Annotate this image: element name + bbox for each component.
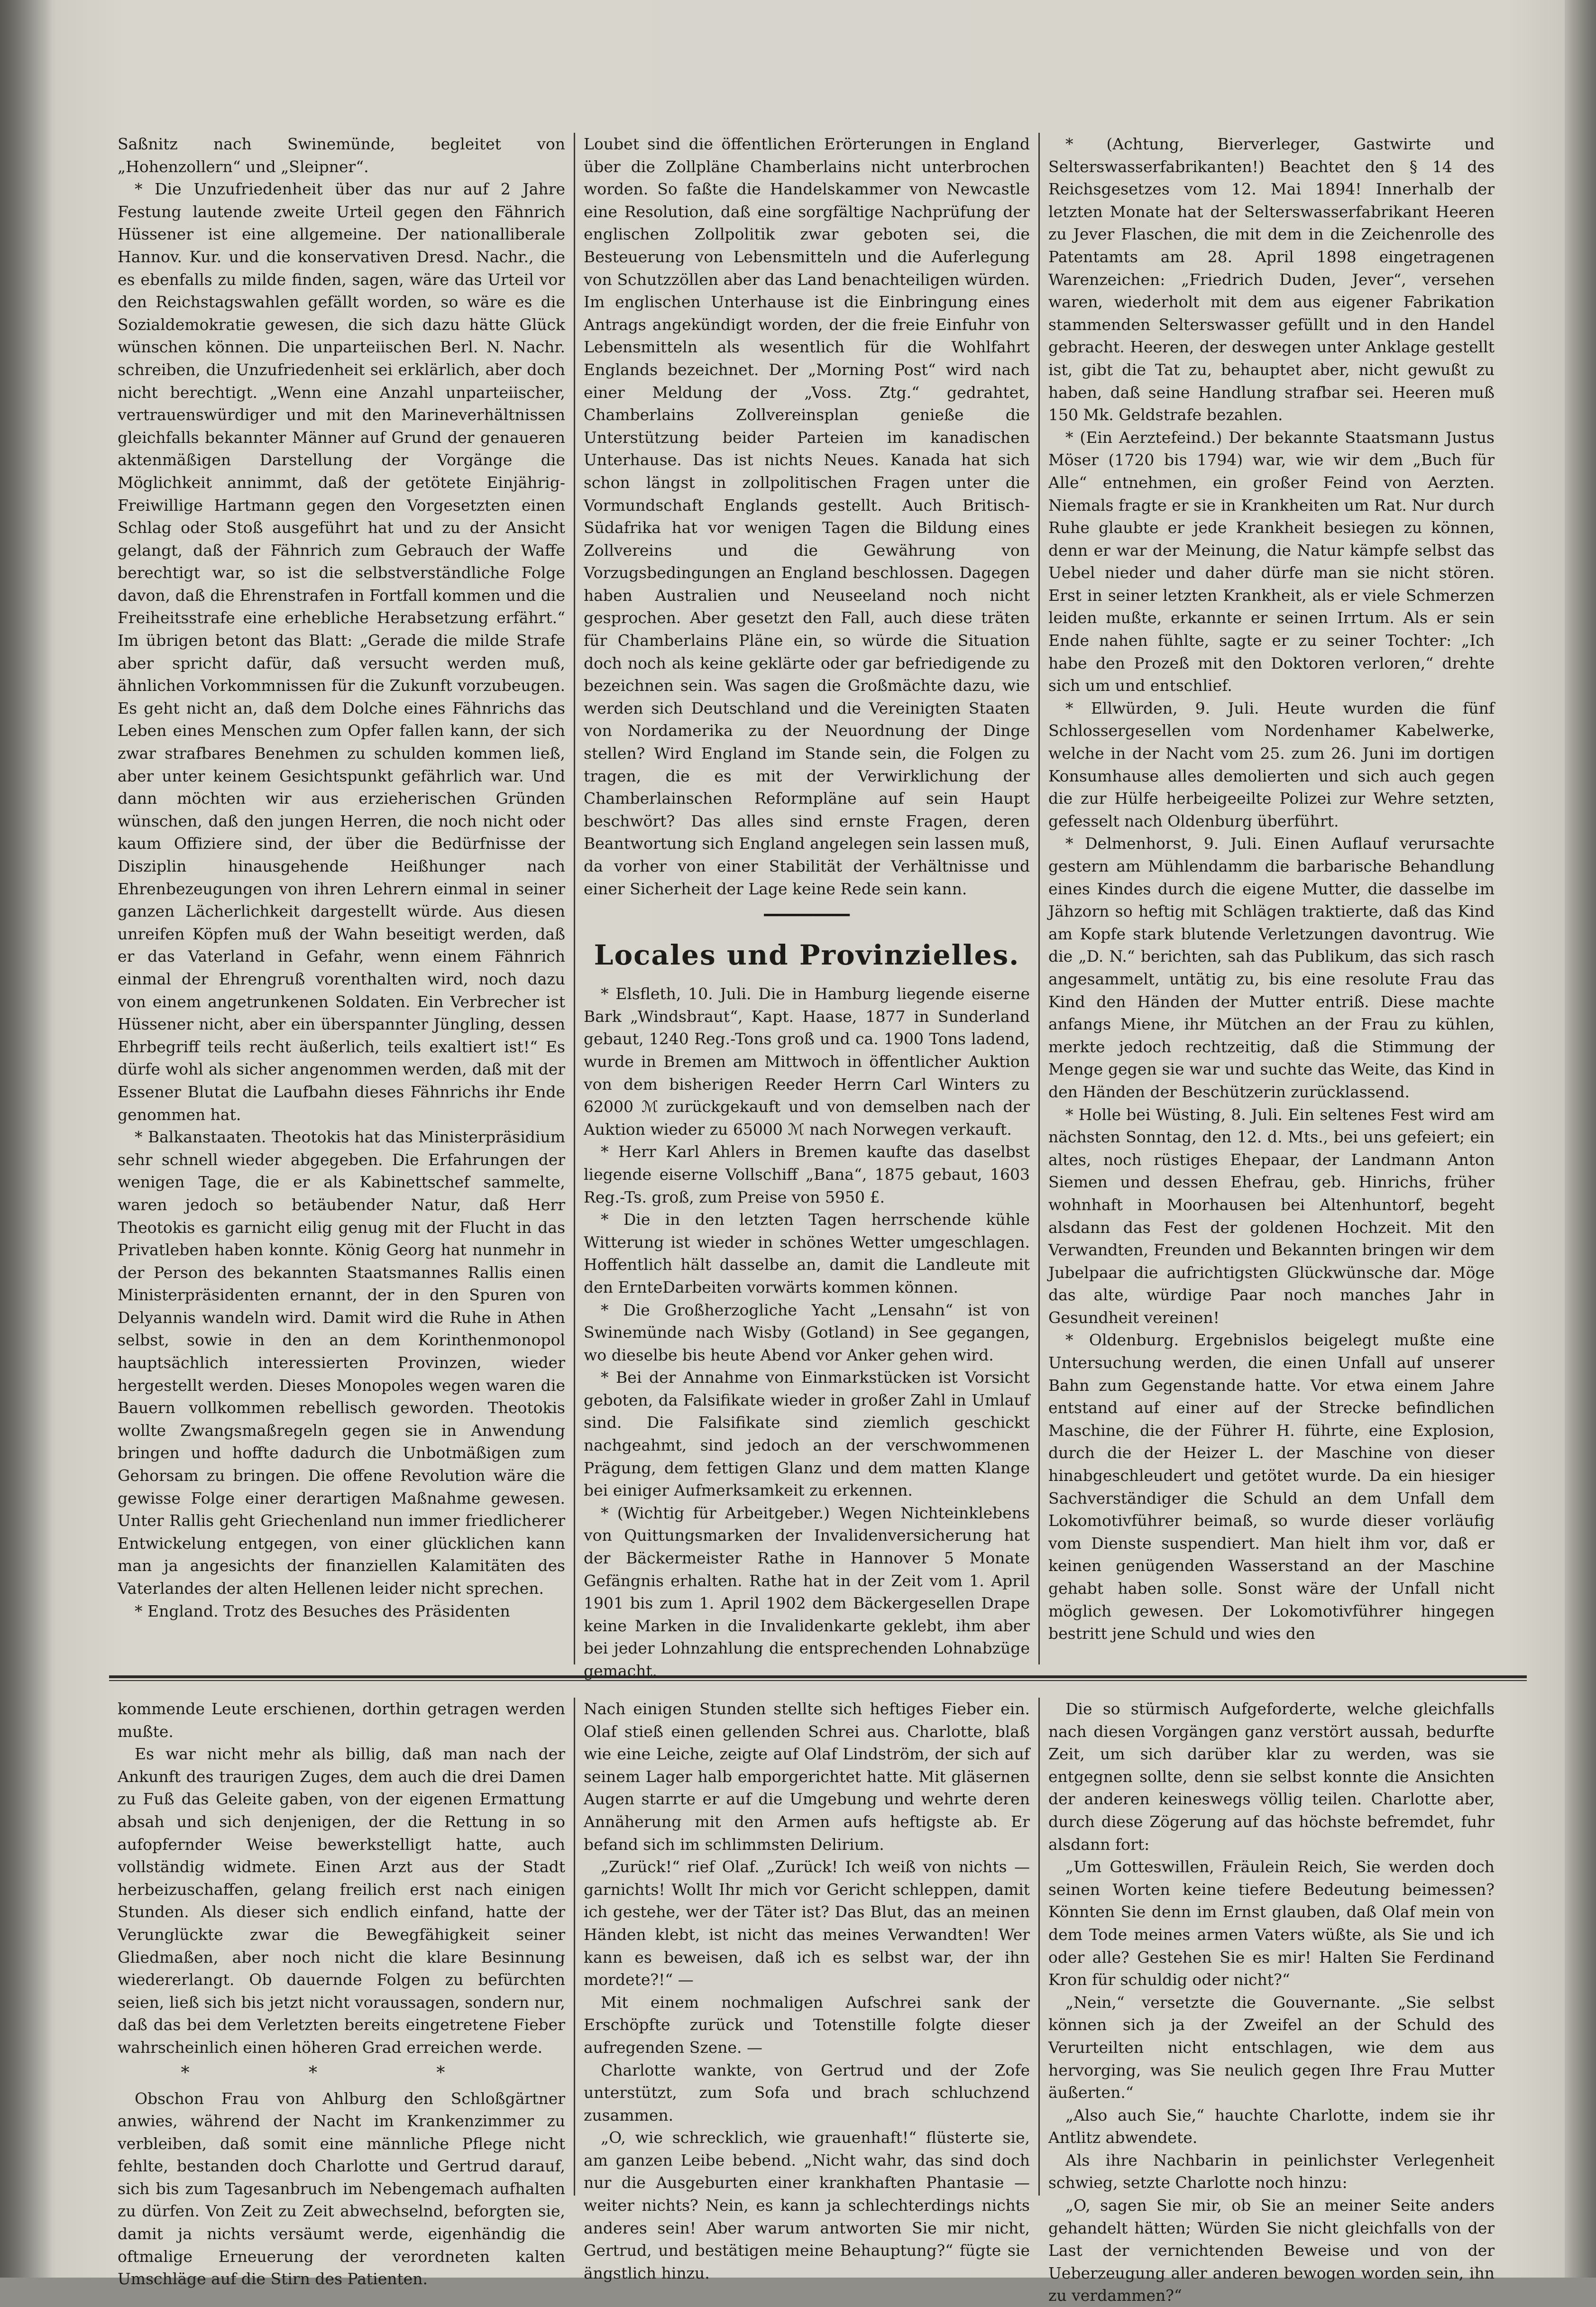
paragraph: * Die Unzufriedenheit über das nur auf 2 Jahre Festung lautende zweite Urteil gegen den Fähnrich Hüssener ist eine allgemeine. Der nationalliberale Hannov. Kur. und die konservativen Dresd. Nachr., die es ebenfalls zu milde finden, sagen, wäre das Urteil vor den Reichstagswahlen gefällt worden, so wäre es die Sozialdemokratie gewesen, die sich dazu hätte Glück wünschen können. Die unparteiischen Berl. N. Nachr. schreiben, die Unzufriedenheit sei erklärlich, aber doch nicht berechtigt. „Wenn eine Anzahl unparteiischer, vertrauenswürdiger und mit den Marineverhältnissen gleichfalls bekannter Männer auf Grund der genaueren aktenmäßigen Darstellung der Vorgänge die Möglichkeit annimmt, daß der getötete Einjährig-Freiwillige Hartmann gegen den Vorgesetzten einen Schlag oder Stoß ausgeführt hat und zu der Ansicht gelangt, daß der Fähnrich zum Gebrauch der Waffe berechtigt war, so ist die selbstverständliche Folge davon, daß die Ehrenstrafen in Fortfall kommen und die Freiheitsstrafe eine erhebliche Herabsetzung erfährt.“ Im übrigen betont das Blatt: „Gerade die milde Strafe aber spricht dafür, daß versucht werden muß, ähnlichen Vorkommnissen für die Zukunft vorzubeugen. Es geht nicht an, daß dem Dolche eines Fähnrichs das Leben eines Menschen zum Opfer fallen kann, der sich zwar strafbares Benehmen zu schulden kommen ließ, aber unter keinem Gesichtspunkt gefährlich war. Und dann möchten wir aus erzieherischen Gründen wünschen, daß den jungen Herren, die noch nicht oder kaum Offiziere sind, der über die Bedürfnisse der Disziplin hinausgehende Heißhunger nach Ehrenbezeugungen von ihren Lehrern einmal in seiner ganzen Lächerlichkeit dargestellt würde. Aus diesen unreifen Köpfen muß der Wahn beseitigt werden, daß er das Vaterland in Gefahr, wenn einem Fähnrich einmal der Ehrengruß vorenthalten wird, noch dazu von einem angetrunkenen Soldaten. Ein Verbrecher ist Hüssener nicht, aber ein überspannter Jüngling, dessen Ehrbegriff teils recht äußerlich, teils exaltiert ist!“ Es dürfe wohl als sicher angenommen werden, daß mit der Essener Blutat die Laufbahn dieses Fähnrichs ihr Ende genommen hat. bbox=[118, 180, 565, 1124]
paragraph: * (Wichtig für Arbeitgeber.) Wegen Nichteinklebens von Quittungsmarken der Invalidenversicherung hat der Bäckermeister Rathe in Hannover 5 Monate Gefängnis erhalten. Rathe hat in der Zeit vom 1. April 1901 bis zum 1. April 1902 dem Bäckergesellen Drape keine Marken in die Invalidenkarte geklebt, ihm aber bei jeder Lohnzahlung die entsprechenden Lohnabzüge gemacht. bbox=[584, 1503, 1030, 1680]
paragraph: * Holle bei Wüsting, 8. Juli. Ein seltenes Fest wird am nächsten Sonntag, den 12. d. Mts., bei uns gefeiert; ein altes, noch rüstiges Ehepaar, der Landmann Anton Siemen und dessen Ehefrau, geb. Hinrichs, früher wohnhaft in Moorhausen bei Altenhuntorf, begeht alsdann das Fest der goldenen Hochzeit. Mit den Verwandten, Freunden und Bekannten bringen wir dem Jubelpaar die aufrichtigsten Glückwünsche dar. Möge das alte, würdige Paar noch manches Jahr in Gesundheit vereinen! bbox=[1048, 1105, 1495, 1327]
paragraph: * Elsfleth, 10. Juli. Die in Hamburg liegende eiserne Bark „Windsbraut“, Kapt. Haase, 1877 in Sunderland gebaut, 1240 Reg.-Tons groß und ca. 1900 Tons ladend, wurde in Bremen am Mittwoch in öffentlicher Auktion von dem bisherigen Reeder Herrn Carl Winters zu 62000 ℳ zurückgekauft und von demselben nach der Auktion wieder zu 65000 ℳ nach Norwegen verkauft. bbox=[584, 984, 1030, 1139]
news-column-3 bbox=[1038, 133, 1503, 1664]
paragraph: * Die Großherzogliche Yacht „Lensahn“ ist von Swinemünde nach Wisby (Gotland) in See gegangen, wo dieselbe bis heute Abend vor Anker gehen wird. bbox=[584, 1300, 1030, 1364]
feuilleton-part-a bbox=[118, 1698, 565, 2059]
news-column-1 bbox=[109, 133, 574, 1664]
section-heading: Locales und Provinzielles. bbox=[594, 939, 1020, 972]
feuilleton-part-b bbox=[118, 2087, 565, 2290]
paragraph: * Delmenhorst, 9. Juli. Einen Auflauf verursachte gestern am Mühlendamm die barbarische Behandlung eines Kindes durch die eigene Mutter, die dasselbe im Jähzorn so heftig mit Schlägen traktierte, daß das Kind am Kopfe stark blutende Verletzungen davontrug. Wie die „D. N.“ berichten, sah das Publikum, das sich rasch angesammelt, untätig zu, bis eine resolute Frau das Kind den Händen der Mutter entriß. Diese machte anfangs Miene, ihr Mütchen an der Frau zu kühlen, merkte jedoch rechtzeitig, daß die Stimmung der Menge gegen sie war und suchte das Weite, das Kind in den Händen der Beschützerin zurücklassend. bbox=[1048, 834, 1495, 1101]
paragraph: Mit einem nochmaligen Aufschrei sank der Erschöpfte zurück und Totenstille folgte dieser aufregenden Szene. — bbox=[584, 1993, 1030, 2057]
feuilleton-column-2 bbox=[574, 1698, 1038, 2282]
page-edge bbox=[1565, 0, 1596, 2278]
paragraph: * (Ein Aerztefeind.) Der bekannte Staatsmann Justus Möser (1720 bis 1794) war, wie wir dem „Buch für Alle“ entnehmen, ein großer Feind von Aerzten. Niemals fragte er sie in Krankheiten um Rat. Nur durch Ruhe glaubte er jede Krankheit besiegen zu können, denn er war der Meinung, die Natur kämpfe selbst das Uebel nieder und daher dürfe man sie nicht stören. Erst in seiner letzten Krankheit, als er viele Schmerzen leiden mußte, erkannte er seinen Irrtum. Als er sein Ende nahen fühlte, sagte er zu seiner Tochter: „Ich habe den Prozeß mit den Doktoren verloren,“ drehte sich um und entschlief. bbox=[1048, 428, 1495, 695]
news-section bbox=[109, 133, 1527, 1680]
paragraph: * England. Trotz des Besuches des Präsidenten bbox=[135, 1601, 510, 1620]
paragraph: „O, wie schrecklich, wie grauenhaft!“ flüsterte sie, am ganzen Leibe bebend. „Nicht wahr, das sind doch nur die Ausgeburten einer krankhaften Phantasie — weiter nichts? Nein, es kann ja schlechterdings nichts anderes sein! Aber warum antworten Sie mir nicht, Gertrud, und bestätigen meine Behauptung?“ fügte sie ängstlich hinzu. bbox=[584, 2128, 1030, 2282]
paragraph: * (Achtung, Bierverleger, Gastwirte und Selterswasserfabrikanten!) Beachtet den § 14 des Reichsgesetzes vom 12. Mai 1894! Innerhalb der letzten Monate hat der Selterswasserfabrikant Heeren zu Jever Flaschen, die mit dem in die Zeichenrolle des Patentamts am 28. April 1898 eingetragenen Warenzeichen: „Friedrich Duden, Jever“, versehen waren, wiederholt mit dem aus eigener Fabrikation stammenden Selterswasser gefüllt und in den Handel gebracht. Heeren, der deswegen unter Anklage gestellt ist, gibt die Tat zu, behauptet aber, nicht gewußt zu haben, daß seine Handlung strafbar sei. Heeren muß 150 Mk. Geldstrafe bezahlen. bbox=[1048, 135, 1495, 424]
paragraph: Charlotte wankte, von Gertrud und der Zofe unterstützt, zum Sofa und brach schluchzend zusammen. bbox=[584, 2060, 1030, 2124]
feuilleton-divider bbox=[109, 1675, 1527, 1681]
newspaper-page bbox=[109, 119, 1527, 2305]
news-column-2 bbox=[574, 133, 1038, 1680]
local-news-list bbox=[584, 983, 1030, 1682]
paragraph: „Zurück!“ rief Olaf. „Zurück! Ich weiß von nichts — garnichts! Wollt Ihr mich vor Gericht schleppen, damit ich gestehe, wer der Täter ist? Das Blut, das an meinen Händen klebt, ist nicht das meines Verwandten! Wer kann es beweisen, daß ich es selbst war, der ihn mordete?!“ — bbox=[584, 1857, 1030, 1989]
paragraph: Obschon Frau von Ahlburg den Schloßgärtner anwies, während der Nacht im Krankenzimmer zu verbleiben, daß somit eine männliche Pflege nicht fehlte, bestanden doch Charlotte und Gertrud darauf, sich bis zum Tagesanbruch im Nebengemach aufhalten zu dürfen. Von Zeit zu Zeit abwechselnd, beforgten sie, damit ja nichts versäumt werde, eigenhändig die oftmalige Erneuerung der verordneten kalten Umschläge auf die Stirn des Patienten. bbox=[118, 2089, 565, 2289]
paragraph: „Um Gotteswillen, Fräulein Reich, Sie werden doch seinen Worten keine tiefere Bedeutung beimessen? Könnten Sie denn im Ernst glauben, daß Olaf mein von dem Tode meines armen Vaters wüßte, als Sie und ich oder alle? Gestehen Sie es mir! Halten Sie Ferdinand Kron für schuldig oder nicht?“ bbox=[1048, 1857, 1495, 1989]
paragraph: * Bei der Annahme von Einmarkstücken ist Vorsicht geboten, da Falsifikate wieder in großer Zahl in Umlauf sind. Die Falsifikate sind ziemlich geschickt nachgeahmt, sind jedoch an der verschwommenen Prägung, dem fettigen Glanz und dem matten Klange bei einiger Aufmerksamkeit zu erkennen. bbox=[584, 1368, 1030, 1500]
feuilleton-column-1 bbox=[109, 1698, 574, 2289]
paragraph: Die so stürmisch Aufgeforderte, welche gleichfalls nach diesen Vorgängen ganz verstört aussah, bedurfte Zeit, um sich darüber klar zu werden, was sie entgegnen sollte, denn sie selbst konnte die Ansichten der anderen keineswegs völlig teilen. Charlotte aber, durch diese Zögerung auf das höchste befremdet, fuhr alsdann fort: bbox=[1048, 1700, 1495, 1854]
paragraph: * Oldenburg. Ergebnislos beigelegt mußte eine Untersuchung werden, die einen Unfall auf unserer Bahn zum Gegenstande hatte. Vor etwa einem Jahre entstand auf einer auf der Strecke befindlichen Maschine, die der Führer H. führte, eine Explosion, durch die der Heizer L. der Maschine von dieser hinabgeschleudert und getötet wurde. Da ein hiesiger Sachverständiger die Schuld an dem Unfall dem Lokomotivführer beimaß, so wurde dieser vorläufig vom Dienste suspendiert. Man hielt ihm vor, daß er keinen genügenden Wasserstand an der Maschine gehabt haben solle. Sonst wäre der Unfall nicht möglich gewesen. Der Lokomotivführer hingegen bestritt jene Schuld und wies den bbox=[1048, 1331, 1495, 1643]
paragraph: Loubet sind die öffentlichen Erörterungen in England über die Zollpläne Chamberlains nicht unterbrochen worden. So faßte die Handelskammer von Newcastle eine Resolution, daß eine sorgfältige Nachprüfung der englischen Zollpolitik zwar geboten sei, die Besteuerung von Lebensmitteln und die Auferlegung von Schutzzöllen aber das Land benachteiligen würden. Im englischen Unterhause ist die Einbringung eines Antrags angekündigt worden, der die freie Einfuhr von Lebensmitteln als wesentlich für die Wohlfahrt Englands bezeichnet. Der „Morning Post“ wird nach einer Meldung der „Voss. Ztg.“ gedrahtet, Chamberlains Zollvereinsplan genieße die Unterstützung beider Parteien im kanadischen Unterhause. Das ist nichts Neues. Kanada hat sich schon längst in zollpolitischen Fragen unter die Vormundschaft Englands gestellt. Auch Britisch-Südafrika hat vor wenigen Tagen die Bildung eines Zollvereins und die Gewährung von Vorzugsbedingungen an England beschlossen. Dagegen haben Australien und Neuseeland noch nicht gesprochen. Aber gesetzt den Fall, auch diese träten für Chamberlains Pläne ein, so würde die Situation doch noch als keine geklärte oder gar befriedigende zu bezeichnen sein. Was sagen die Großmächte dazu, wie werden sich Deutschland und die Vereinigten Staaten von Nordamerika zu der Neuordnung der Dinge stellen? Wird England im Stande sein, die Folgen zu tragen, die es mit der Verwirklichung der Chamberlainschen Reformpläne auf sein Haupt beschwört? Das alles sind ernste Fragen, deren Beantwortung sich England angelegen sein lassen muß, da vorher von einer Stabilität der Verhältnisse und einer Sicherheit der Lage keine Rede sein kann. bbox=[584, 135, 1030, 898]
binding-shadow bbox=[0, 0, 52, 2278]
scene-break-asterism: * * * bbox=[181, 2063, 502, 2083]
paragraph: „O, sagen Sie mir, ob Sie an meiner Seite anders gehandelt hätten; Würden Sie nicht gleichfalls von der Last der vernichtenden Beweise und von der Ueberzeugung aller anderen bewogen worden sein, ihn zu verdammen?“ bbox=[1048, 2196, 1495, 2305]
paragraph: * Ellwürden, 9. Juli. Heute wurden die fünf Schlossergesellen vom Nordenhamer Kabelwerke, welche in der Nacht vom 25. zum 26. Juni im dortigen Konsumhause alles demolierten und sich auch gegen die zur Hülfe herbeigeeilte Polizei zur Wehre setzten, gefesselt nach Oldenburg überführt. bbox=[1048, 699, 1495, 830]
feuilleton-section bbox=[109, 1698, 1527, 2305]
separator-flourish: ━━━━━━━━━━ bbox=[764, 907, 850, 924]
paragraph: * Die in den letzten Tagen herrschende kühle Witterung ist wieder in schönes Wetter umgeschlagen. Hoffentlich hält dasselbe an, damit die Landleute mit den ErnteDarbeiten vorwärts kommen können. bbox=[584, 1210, 1030, 1296]
paragraph: Saßnitz nach Swinemünde, begleitet von „Hohenzollern“ und „Sleipner“. bbox=[118, 135, 565, 176]
paragraph: „Nein,“ versetzte die Gouvernante. „Sie selbst können sich ja der Zweifel an der Schuld des Verurteilten nicht entschlagen, wie dem aus hervorging, was Sie neulich gegen Ihre Frau Mutter äußerten.“ bbox=[1048, 1993, 1495, 2102]
paragraph: Es war nicht mehr als billig, daß man nach der Ankunft des traurigen Zuges, dem auch die drei Damen zu Fuß das Geleite gaben, von der eigenen Ermattung absah und sich denjenigen, der die Rettung in so aufopfernder Weise bewerkstelligt hatte, auch vollständig widmete. Einen Arzt aus der Stadt herbeizuschaffen, gelang freilich erst nach einigen Stunden. Als dieser sich endlich einfand, hatte der Verunglückte zwar die Bewegfähigkeit seiner Gliedmaßen, aber noch nicht die klare Besinnung wiedererlangt. Ob dauernde Folgen zu befürchten seien, ließ sich bis jetzt nicht voraussagen, sondern nur, daß das bei dem Verletzten bereits eingetretene Fieber wahrscheinlich einen höheren Grad erreichen werde. bbox=[118, 1745, 565, 2057]
feuilleton-column-3 bbox=[1038, 1698, 1503, 2305]
paragraph: * Herr Karl Ahlers in Bremen kaufte das daselbst liegende eiserne Vollschiff „Bana“, 1875 gebaut, 1603 Reg.-Ts. groß, zum Preise von 5950 £. bbox=[584, 1142, 1030, 1206]
paragraph: kommende Leute erschienen, dorthin getragen werden mußte. bbox=[118, 1700, 565, 1741]
paragraph: Nach einigen Stunden stellte sich heftiges Fieber ein. Olaf stieß einen gellenden Schrei aus. Charlotte, blaß wie eine Leiche, zeigte auf Olaf Lindström, der sich auf seinem Lager halb emporgerichtet hatte. Mit gläsernen Augen starrte er auf die Umgebung und wehrte deren Annäherung mit den Armen aufs heftigste ab. Er befand sich im schlimmsten Delirium. bbox=[584, 1700, 1030, 1854]
paragraph: * Balkanstaaten. Theotokis hat das Ministerpräsidium sehr schnell wieder abgegeben. Die Erfahrungen der wenigen Tage, die er als Kabinettschef sammelte, waren jedoch so betäubender Natur, daß Herr Theotokis es garnicht eilig genug mit der Flucht in das Privatleben haben konnte. König Georg hat nunmehr in der Person des bekannten Staatsmannes Rallis einen Ministerpräsidenten ernannt, der in den Spuren von Delyannis wandeln wird. Damit wird die Ruhe in Athen selbst, sowie in den an dem Korinthenmonopol hauptsächlich interessierten Provinzen, wieder hergestellt werden. Dieses Monopoles wegen waren die Bauern vollkommen rebellisch geworden. Theotokis wollte Zwangsmaßregeln gegen sie in Anwendung bringen und hoffte dadurch die Unbotmäßigen zum Gehorsam zu bringen. Die offene Revolution wäre die gewisse Folge einer derartigen Maßnahme gewesen. Unter Rallis geht Griechenland nun immer friedlicherer Entwickelung entgegen, von einer glücklichen kann man ja angesichts der finanziellen Kalamitäten des Vaterlandes der alten Hellenen leider nicht sprechen. bbox=[118, 1128, 565, 1598]
paragraph: Als ihre Nachbarin in peinlichster Verlegenheit schwieg, setzte Charlotte noch hinzu: bbox=[1048, 2151, 1495, 2192]
paragraph: „Also auch Sie,“ hauchte Charlotte, indem sie ihr Antlitz abwendete. bbox=[1048, 2105, 1495, 2147]
england-article bbox=[584, 133, 1030, 900]
